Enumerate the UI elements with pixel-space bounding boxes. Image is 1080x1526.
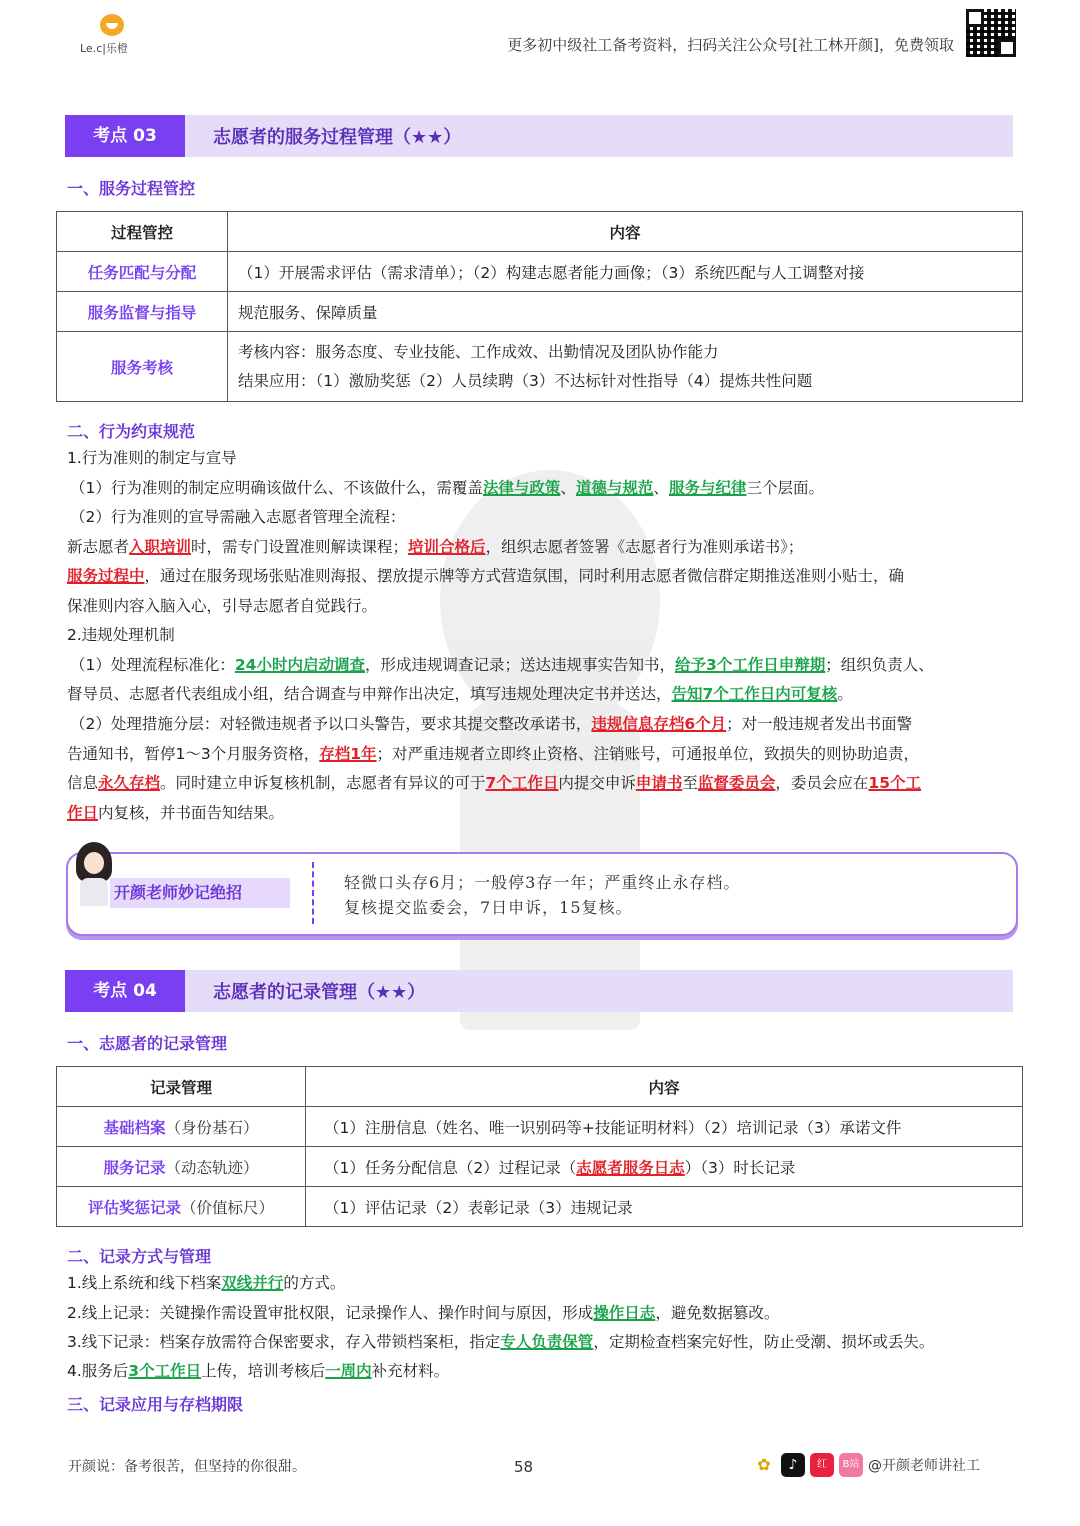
row-key: 基础档案 bbox=[103, 1118, 166, 1137]
memory-tip-box bbox=[66, 852, 1018, 936]
xiaohongshu-icon[interactable]: 红 bbox=[810, 1453, 834, 1477]
tip-label: 开颜老师妙记绝招 bbox=[110, 878, 290, 908]
douyin-icon[interactable]: ♪ bbox=[781, 1453, 805, 1477]
paragraph: 4.服务后3个工作日上传，培训考核后一周内补充材料。 bbox=[67, 1362, 450, 1380]
paragraph: （2）处理措施分层：对轻微违规者予以口头警告，要求其提交整改承诺书，违规信息存档6个月；对一般违规者发出书面警 bbox=[70, 715, 913, 733]
paragraph: 保准则内容入脑入心，引导志愿者自觉践行。 bbox=[67, 597, 378, 615]
table-header: 记录管理 bbox=[57, 1067, 306, 1107]
table-row bbox=[57, 252, 1023, 292]
paragraph: 告通知书，暂停1～3个月服务资格，存档1年；对严重违规者立即终止资格、注销账号，可通报单位，致损失的则协助追责， bbox=[67, 745, 920, 763]
tip-line: 轻微口头存6月；一般停3存一年；严重终止永存档。 bbox=[344, 873, 741, 892]
section-tag: 考点 03 bbox=[65, 115, 185, 157]
record-table bbox=[56, 1066, 1023, 1227]
footer-slogan: 开颜说：备考很苦，但坚持的你很甜。 bbox=[68, 1459, 306, 1475]
row-key: 服务考核 bbox=[57, 332, 228, 402]
bilibili-icon[interactable]: B站 bbox=[839, 1453, 863, 1477]
social-links bbox=[752, 1452, 980, 1478]
paragraph: 2.违规处理机制 bbox=[67, 626, 175, 644]
brand-logo bbox=[78, 12, 148, 56]
paragraph: 督导员、志愿者代表组成小组，结合调查与申辩作出决定，填写违规处理决定书并送达，告知7个工作日内可复核。 bbox=[67, 685, 853, 703]
subheading: 一、志愿者的记录管理 bbox=[67, 1034, 228, 1053]
row-value: 考核内容：服务态度、专业技能、工作成效、出勤情况及团队协作能力 bbox=[238, 342, 719, 361]
section-title: 志愿者的记录管理（★★） bbox=[213, 982, 426, 1003]
table-header: 内容 bbox=[306, 1067, 1023, 1107]
avatar bbox=[74, 842, 114, 904]
subheading: 二、行为约束规范 bbox=[67, 422, 196, 441]
row-value: （1）注册信息（姓名、唯一识别码等+技能证明材料）（2）培训记录（3）承诺文件 bbox=[306, 1107, 1023, 1147]
paragraph: 3.线下记录：档案存放需符合保密要求，存入带锁档案柜，指定专人负责保管，定期检查档案完好性，防止受潮、损坏或丢失。 bbox=[67, 1333, 935, 1351]
paragraph: 新志愿者入职培训时，需专门设置准则解读课程；培训合格后，组织志愿者签署《志愿者行为准则承诺书》； bbox=[67, 538, 804, 556]
section-03-header bbox=[65, 115, 1013, 157]
row-key: 评估奖惩记录 bbox=[87, 1198, 181, 1217]
section-tag: 考点 04 bbox=[65, 970, 185, 1012]
table-header: 过程管控 bbox=[57, 212, 228, 252]
row-value: （1）评估记录（2）表彰记录（3）违规记录 bbox=[306, 1187, 1023, 1227]
subheading: 三、记录应用与存档期限 bbox=[67, 1395, 244, 1414]
row-note: （动态轨迹） bbox=[165, 1158, 259, 1177]
paragraph: （1）行为准则的制定应明确该做什么、不该做什么，需覆盖法律与政策、道德与规范、服务与纪律三个层面。 bbox=[70, 479, 824, 497]
row-value: （1）任务分配信息（2）过程记录（志愿者服务日志）（3）时长记录 bbox=[306, 1147, 1023, 1187]
table-row bbox=[57, 1147, 1023, 1187]
subheading: 二、记录方式与管理 bbox=[67, 1247, 212, 1266]
process-table bbox=[56, 211, 1023, 402]
row-value: 结果应用：（1）激励奖惩（2）人员续聘（3）不达标针对性指导（4）提炼共性问题 bbox=[238, 371, 813, 390]
divider bbox=[312, 862, 314, 924]
row-key: 服务监督与指导 bbox=[57, 292, 228, 332]
wechat-channels-icon[interactable]: ✿ bbox=[752, 1453, 776, 1477]
row-note: （身份基石） bbox=[165, 1118, 259, 1137]
table-row bbox=[57, 1187, 1023, 1227]
paragraph: 2.线上记录：关键操作需设置审批权限，记录操作人、操作时间与原因，形成操作日志，避免数据篡改。 bbox=[67, 1304, 780, 1322]
table-header: 内容 bbox=[228, 212, 1023, 252]
paragraph: 1.行为准则的制定与宣导 bbox=[67, 449, 237, 467]
sun-icon bbox=[100, 14, 124, 36]
section-title: 志愿者的服务过程管理（★★） bbox=[213, 127, 462, 148]
header-note: 更多初中级社工备考资料，扫码关注公众号[社工林开颜]，免费领取 bbox=[507, 36, 954, 54]
qr-code-icon bbox=[966, 9, 1016, 57]
section-04-header bbox=[65, 970, 1013, 1012]
row-value: （1）开展需求评估（需求清单）；（2）构建志愿者能力画像；（3）系统匹配与人工调整对接 bbox=[228, 252, 1023, 292]
social-handle: @开颜老师讲社工 bbox=[868, 1458, 980, 1474]
subheading: 一、服务过程管控 bbox=[67, 179, 196, 198]
tip-line: 复核提交监委会，7日申诉，15复核。 bbox=[344, 898, 633, 917]
row-key: 任务匹配与分配 bbox=[57, 252, 228, 292]
table-row bbox=[57, 292, 1023, 332]
logo-text: Le.c|乐橙 bbox=[80, 42, 128, 55]
paragraph: 作日内复核，并书面告知结果。 bbox=[67, 804, 285, 822]
paragraph: 1.线上系统和线下档案双线并行的方式。 bbox=[67, 1274, 346, 1292]
row-note: （价值标尺） bbox=[181, 1198, 275, 1217]
paragraph: 信息永久存档。同时建立申诉复核机制，志愿者有异议的可于7个工作日内提交申诉申请书至监督委员会，委员会应在15个工 bbox=[67, 774, 921, 792]
paragraph: （2）行为准则的宣导需融入志愿者管理全流程： bbox=[70, 508, 406, 526]
paragraph: 服务过程中，通过在服务现场张贴准则海报、摆放提示牌等方式营造氛围，同时利用志愿者微信群定期推送准则小贴士，确 bbox=[67, 567, 905, 585]
paragraph: （1）处理流程标准化：24小时内启动调查，形成违规调查记录；送达违规事实告知书，给予3个工作日申辩期；组织负责人、 bbox=[70, 656, 934, 674]
row-key: 服务记录 bbox=[103, 1158, 166, 1177]
page-number: 58 bbox=[514, 1458, 534, 1476]
row-value: 规范服务、保障质量 bbox=[228, 292, 1023, 332]
table-row bbox=[57, 1107, 1023, 1147]
table-row bbox=[57, 332, 1023, 402]
